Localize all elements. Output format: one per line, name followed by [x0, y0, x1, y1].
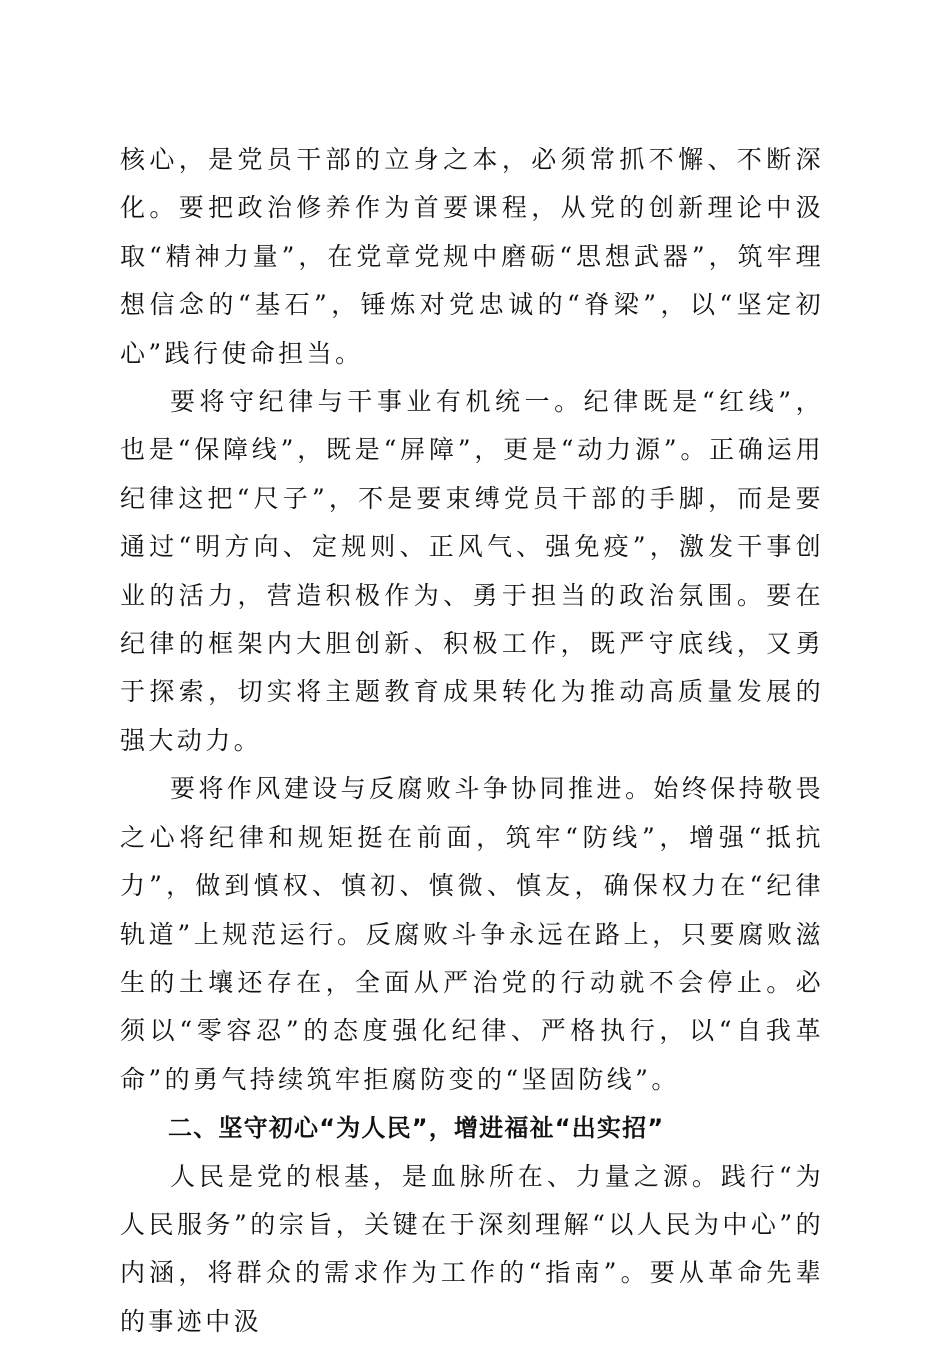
section-heading: 二、坚守初心“为人民”，增进福祉“出实招” [168, 1114, 665, 1143]
paragraph-continuation: 核心，是党员干部的立身之本，必须常抓不懈、不断深化。要把政治修养作为首要课程，从党的创新理论中汲取“精神力量”，在党章党规中磨砺“思想武器”，筑牢理想信念的“基石”，锤炼对党忠诚的“脊梁”，以“坚定初心”践行使命担当。 [120, 145, 824, 368]
document-body [120, 136, 824, 1346]
paragraph-discipline: 要将守纪律与干事业有机统一。纪律既是“红线”，也是“保障线”，既是“屏障”，更是“动力源”。正确运用纪律这把“尺子”，不是要束缚党员干部的手脚，而是要通过“明方向、定规则、正风气、强免疫”，激发干事创业的活力，营造积极作为、勇于担当的政治氛围。要在纪律的框架内大胆创新、积极工作，既严守底线，又勇于探索，切实将主题教育成果转化为推动高质量发展的强大动力。 [120, 387, 824, 755]
paragraph-people: 人民是党的根基，是血脉所在、力量之源。践行“为人民服务”的宗旨，关键在于深刻理解“以人民为中心”的内涵，将群众的需求作为工作的“指南”。要从革命先辈的事迹中汲 [120, 1161, 824, 1336]
paragraph-anticorruption: 要将作风建设与反腐败斗争协同推进。始终保持敬畏之心将纪律和规矩挺在前面，筑牢“防线”，增强“抵抗力”，做到慎权、慎初、慎微、慎友，确保权力在“纪律轨道”上规范运行。反腐败斗争永远在路上，只要腐败滋生的土壤还存在，全面从严治党的行动就不会停止。必须以“零容忍”的态度强化纪律、严格执行，以“自我革命”的勇气持续筑牢拒腐防变的“坚固防线”。 [120, 774, 824, 1094]
